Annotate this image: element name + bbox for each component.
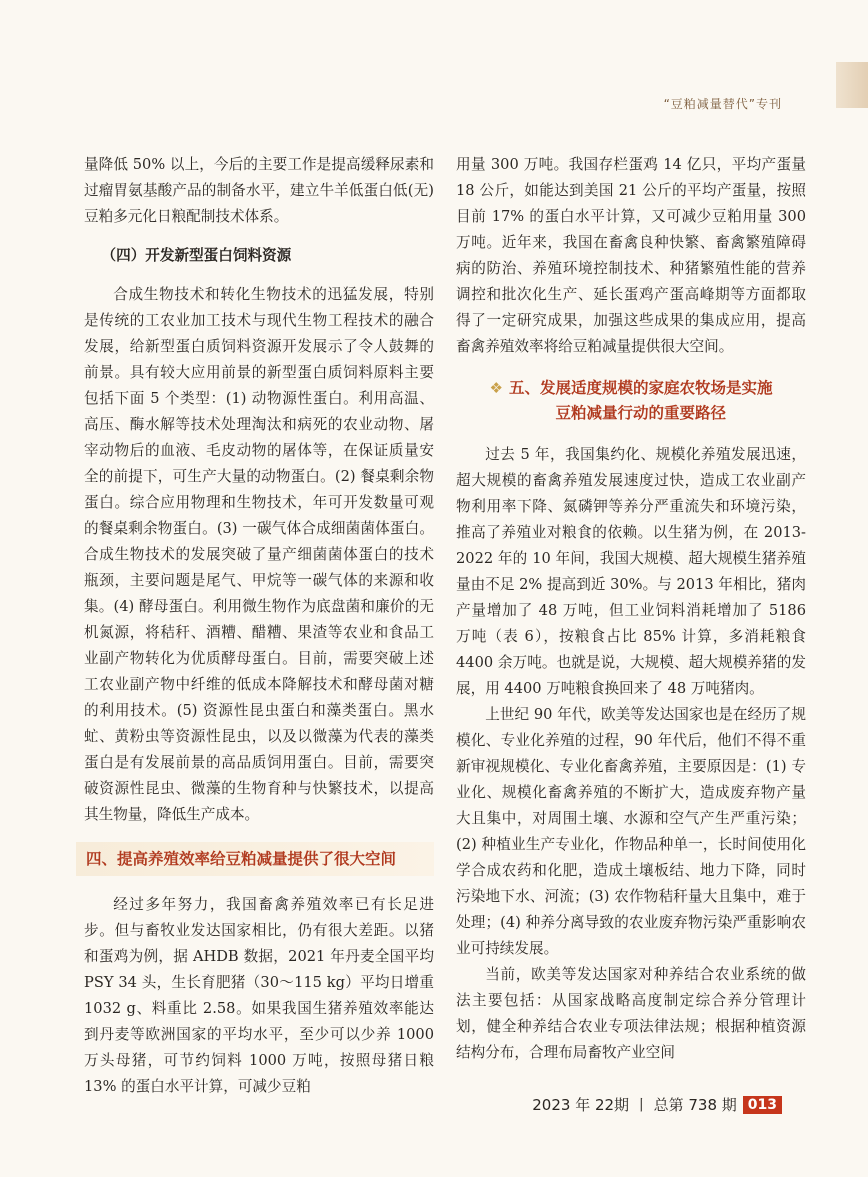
right-column <box>456 152 806 1066</box>
subsection-heading: （四）开发新型蛋白饲料资源 <box>101 247 292 264</box>
left-column <box>84 152 434 1100</box>
section-heading-5 <box>456 376 806 426</box>
section-heading-line: 豆粕减量行动的重要路径 <box>555 404 726 422</box>
paragraph: 经过多年努力，我国畜禽养殖效率已有长足进步。但与畜牧业发达国家相比，仍有很大差距。以猪和蛋鸡为例，据 AHDB 数据，2021 年丹麦全国平均 PSY 34 头，生长育肥猪（30～115 kg）平均日增重 1032 g、料重比 2.58。如果我国生猪养殖效率能达到丹麦等欧洲国家的平均水平，至少可以少养 1000 万头母猪，可节约饲料 1000 万吨，按照母猪日粮 13% 的蛋白水平计算，可减少豆粕 <box>84 896 434 1095</box>
paragraph: 合成生物技术和转化生物技术的迅猛发展，特别是传统的工农业加工技术与现代生物工程技术的融合发展，给新型蛋白质饲料资源开发展示了令人鼓舞的前景。具有较大应用前景的新型蛋白质饲料原料主要包括下面 5 个类型：(1) 动物源性蛋白。利用高温、高压、酶水解等技术处理淘汰和病死的农业动物、屠宰动物后的血液、毛皮动物的屠体等，在保证质量安全的前提下，可生产大量的动物蛋白。(2) 餐桌剩余物蛋白。综合应用物理和生物技术，年可开发数量可观的餐桌剩余物蛋白。(3) 一碳气体合成细菌菌体蛋白。合成生物技术的发展突破了量产细菌菌体蛋白的技术瓶颈，主要问题是尾气、甲烷等一碳气体的来源和收集。(4) 酵母蛋白。利用微生物作为底盘菌和廉价的无机氮源，将秸秆、酒糟、醋糟、果渣等农业和食品工业副产物转化为优质酵母蛋白。目前，需要突破上述工农业副产物中纤维的低成本降解技术和酵母菌对糖的利用技术。(5) 资源性昆虫蛋白和藻类蛋白。黑水虻、黄粉虫等资源性昆虫，以及以微藻为代表的藻类蛋白是有发展前景的高品质饲用蛋白。目前，需要突破资源性昆虫、微藻的生物育种与快繁技术，以提高其生物量，降低生产成本。 <box>84 286 434 823</box>
special-issue-tag: “豆粕减量替代”专刊 <box>663 97 782 111</box>
page-number-badge: 013 <box>743 1096 782 1114</box>
paragraph: 上世纪 90 年代，欧美等发达国家也是在经历了规模化、专业化养殖的过程，90 年代后，他们不得不重新审视规模化、专业化畜禽养殖，主要原因是：(1) 专业化、规模化畜禽养殖的不断扩大，造成废弃物产量大且集中，对周围土壤、水源和空气产生严重污染；(2) 种植业生产专业化，作物品种单一，长时间使用化学合成农药和化肥，造成土壤板结、地力下降，同时污染地下水、河流；(3) 农作物秸秆量大且集中，难于处理；(4) 种养分离导致的农业废弃物污染严重影响农业可持续发展。 <box>456 706 806 957</box>
page-footer <box>532 1094 782 1115</box>
section-heading-4: 四、提高养殖效率给豆粕减量提供了很大空间 <box>76 842 434 876</box>
paragraph: 量降低 50% 以上，今后的主要工作是提高缓释尿素和过瘤胃氨基酸产品的制备水平，建立牛羊低蛋白低(无)豆粕多元化日粮配制技术体系。 <box>84 156 434 225</box>
paragraph: 过去 5 年，我国集约化、规模化养殖发展迅速，超大规模的畜禽养殖发展速度过快，造成工农业副产物利用率下降、氮磷钾等养分严重流失和环境污染，推高了养殖业对粮食的依赖。以生猪为例，在 2013-2022 年的 10 年间，我国大规模、超大规模生猪养殖量由不足 2% 提高到近 30%。与 2013 年相比，猪肉产量增加了 48 万吨，但工业饲料消耗增加了 5186 万吨（表 6），按粮食占比 85% 计算，多消耗粮食 4400 余万吨。也就是说，大规模、超大规模养猪的发展，用 4400 万吨粮食换回来了 48 万吨猪肉。 <box>456 446 806 697</box>
issue-info: 2023 年 22期 丨 总第 738 期 <box>532 1096 737 1114</box>
paragraph: 当前，欧美等发达国家对种养结合农业系统的做法主要包括：从国家战略高度制定综合养分管理计划，健全种养结合农业专项法律法规；根据种植资源结构分布，合理布局畜牧产业空间 <box>456 966 806 1061</box>
paragraph: 用量 300 万吨。我国存栏蛋鸡 14 亿只，平均产蛋量 18 公斤，如能达到美国 21 公斤的平均产蛋量，按照目前 17% 的蛋白水平计算，又可减少豆粕用量 300 万吨。近年来，我国在畜禽良种快繁、畜禽繁殖障碍病的防治、养殖环境控制技术、种猪繁殖性能的营养调控和批次化生产、延长蛋鸡产蛋高峰期等方面都取得了一定研究成果，加强这些成果的集成应用，提高畜禽养殖效率将给豆粕减量提供很大空间。 <box>456 156 806 355</box>
edge-tab-mark <box>836 62 868 108</box>
section-heading-line: 五、发展适度规模的家庭农牧场是实施 <box>508 379 773 397</box>
diamond-bullet-icon: ❖ <box>489 379 503 397</box>
